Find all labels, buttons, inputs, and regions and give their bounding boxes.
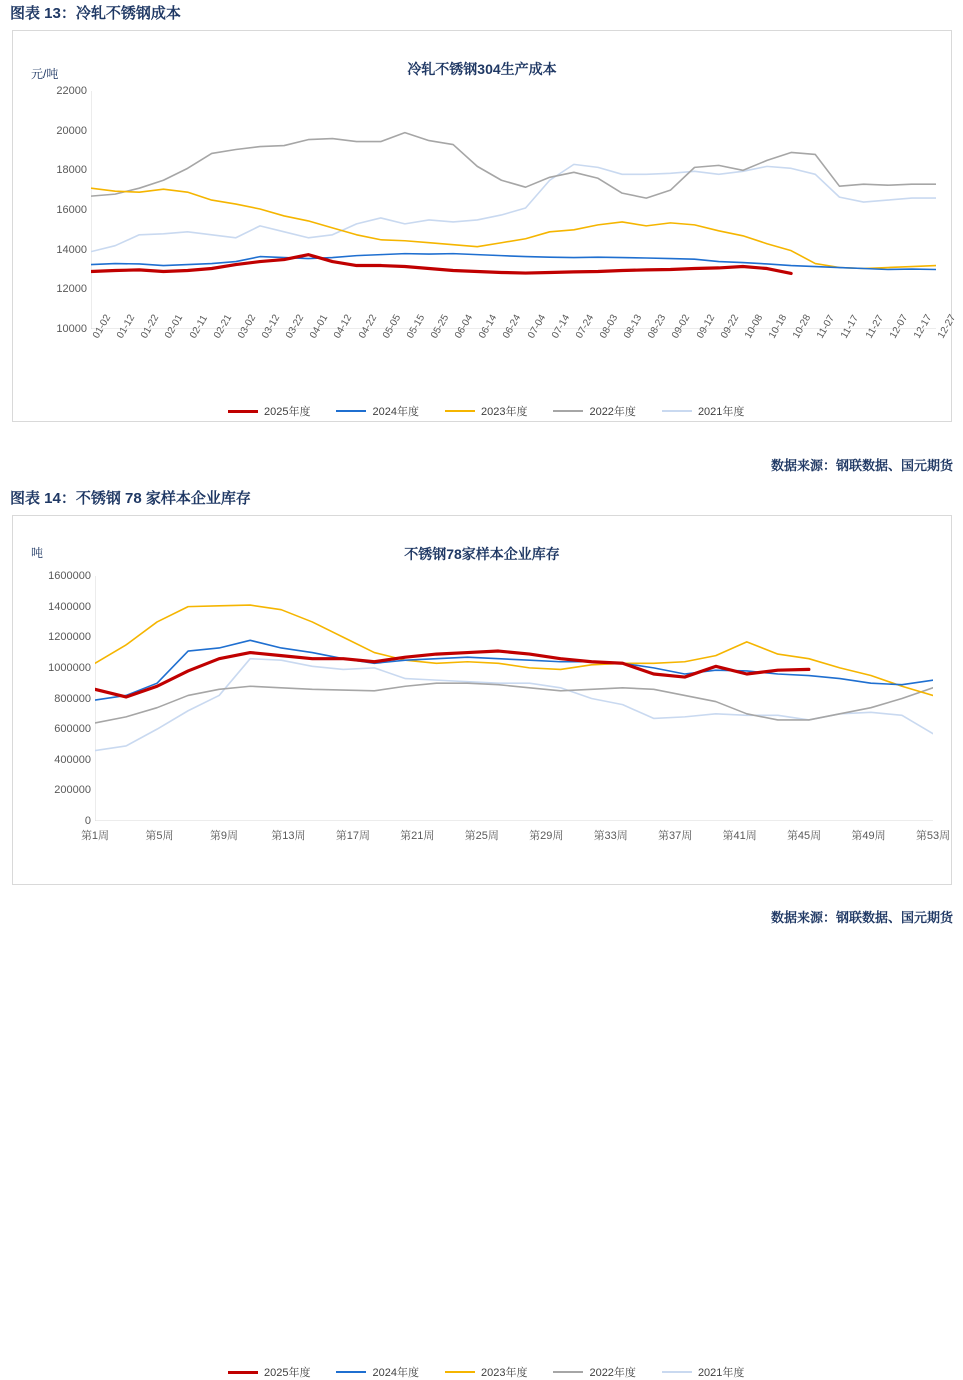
- x-tick: 03-12: [260, 312, 283, 341]
- y-tick: 200000: [54, 784, 91, 797]
- legend-item: [662, 403, 744, 419]
- chart-cold-rolled-cost: [12, 30, 959, 422]
- x-tick: 08-23: [646, 312, 669, 341]
- figure-14-caption: 图表 14：不锈钢 78 家样本企业库存: [10, 490, 251, 507]
- legend-swatch: [445, 410, 475, 412]
- x-tick: 第9周: [209, 830, 238, 842]
- y-tick: 1200000: [48, 631, 91, 644]
- legend-swatch: [662, 410, 692, 412]
- x-tick: 07-14: [549, 312, 573, 341]
- chart13-plot-area: [91, 91, 936, 329]
- x-tick: 02-11: [187, 313, 210, 341]
- legend-item: [336, 1364, 418, 1380]
- y-tick: 10000: [56, 323, 87, 335]
- chart13-y-tick-labels: [25, 85, 87, 335]
- x-tick: 第41周: [722, 830, 757, 842]
- y-tick: 600000: [54, 723, 91, 736]
- x-tick: 12-27: [936, 312, 959, 341]
- chart14-y-unit: 吨: [31, 546, 44, 560]
- x-tick: 第53周: [915, 830, 951, 842]
- x-tick: 04-01: [308, 312, 331, 341]
- x-tick: 11-17: [839, 313, 862, 341]
- x-tick: 09-12: [694, 312, 717, 341]
- legend-label: 2021年度: [697, 1367, 745, 1379]
- y-tick: 400000: [54, 753, 91, 766]
- chart14-plot-area: [95, 576, 933, 821]
- x-tick: 02-21: [211, 312, 235, 341]
- x-tick: 01-12: [115, 312, 138, 341]
- y-tick: 20000: [56, 124, 87, 137]
- legend-label: 2023年度: [480, 1367, 528, 1379]
- legend-swatch: [228, 1371, 258, 1374]
- chart14-title: 不锈钢78家样本企业库存: [404, 546, 560, 562]
- legend-label: 2024年度: [372, 1367, 419, 1379]
- x-tick: 12-17: [911, 312, 935, 341]
- y-tick: 1000000: [48, 661, 91, 674]
- x-tick: 第33周: [593, 830, 628, 842]
- chart13-legend: [228, 403, 744, 419]
- y-tick: 1400000: [48, 600, 91, 613]
- y-tick: 14000: [56, 243, 87, 256]
- x-tick: 第45周: [786, 830, 822, 842]
- x-tick: 01-22: [139, 312, 162, 341]
- y-tick: 12000: [56, 283, 87, 296]
- legend-item: [228, 403, 310, 419]
- chart14-legend: [228, 1364, 744, 1380]
- legend-label: 2021年度: [697, 406, 745, 418]
- legend-swatch: [336, 1371, 366, 1373]
- x-tick: 第29周: [529, 830, 564, 842]
- legend-item: [553, 1364, 635, 1380]
- x-tick: 03-02: [235, 312, 259, 341]
- x-tick: 09-22: [718, 312, 742, 341]
- x-tick: 08-13: [622, 312, 645, 341]
- x-tick: 05-15: [404, 312, 428, 341]
- x-tick: 03-22: [284, 312, 307, 341]
- legend-item: [662, 1364, 744, 1380]
- x-tick: 10-18: [767, 312, 790, 341]
- legend-item: [445, 403, 527, 419]
- x-tick: 12-07: [887, 312, 911, 341]
- x-tick: 第37周: [658, 830, 693, 842]
- x-tick: 05-05: [380, 312, 404, 341]
- y-tick: 22000: [56, 85, 87, 97]
- legend-label: 2025年度: [264, 1367, 311, 1379]
- y-tick: 18000: [56, 164, 87, 177]
- y-tick: 16000: [56, 204, 87, 216]
- y-tick: 0: [84, 815, 91, 827]
- legend-label: 2022年度: [589, 406, 636, 418]
- x-tick: 10-28: [791, 312, 814, 341]
- x-tick: 04-12: [332, 312, 355, 341]
- x-tick: 05-25: [429, 312, 452, 341]
- x-tick: 01-02: [91, 312, 114, 341]
- x-tick: 第17周: [335, 830, 370, 842]
- legend-item: [445, 1364, 527, 1380]
- legend-item: [336, 403, 418, 419]
- x-tick: 11-27: [863, 313, 886, 341]
- legend-swatch: [553, 1371, 583, 1373]
- x-tick: 04-22: [356, 312, 379, 341]
- x-tick: 02-01: [163, 312, 186, 341]
- x-tick: 09-02: [670, 312, 693, 341]
- x-tick: 第1周: [80, 830, 110, 842]
- legend-swatch: [445, 1371, 475, 1373]
- legend-item: [553, 403, 635, 419]
- legend-swatch: [336, 410, 366, 412]
- legend-swatch: [553, 410, 583, 412]
- x-tick: 07-04: [525, 312, 548, 341]
- x-tick: 06-04: [453, 312, 476, 341]
- x-tick: 06-14: [477, 312, 500, 341]
- x-tick: 11-07: [815, 313, 838, 341]
- x-tick: 第21周: [400, 830, 435, 842]
- x-tick: 07-24: [573, 312, 597, 341]
- legend-label: 2023年度: [480, 406, 528, 418]
- legend-swatch: [228, 410, 258, 413]
- legend-label: 2022年度: [589, 1367, 636, 1379]
- figure-14-source: 数据来源：钢联数据、国元期货: [770, 910, 953, 925]
- legend-label: 2024年度: [372, 406, 419, 418]
- chart13-title: 冷轧不锈钢304生产成本: [407, 61, 557, 77]
- x-tick: 第49周: [851, 830, 886, 842]
- y-tick: 800000: [54, 692, 91, 705]
- figure-13-source: 数据来源：钢联数据、国元期货: [770, 458, 953, 473]
- x-tick: 08-03: [598, 312, 621, 341]
- x-tick: 10-08: [742, 312, 766, 341]
- legend-label: 2025年度: [264, 406, 311, 418]
- x-tick: 第13周: [271, 830, 306, 842]
- x-tick: 第25周: [464, 830, 499, 842]
- chart13-y-unit: 元/吨: [31, 67, 59, 81]
- y-tick: 1600000: [48, 570, 91, 582]
- legend-item: [228, 1364, 310, 1380]
- x-tick: 06-24: [501, 312, 524, 341]
- figure-13-caption: 图表 13：冷轧不锈钢成本: [10, 5, 181, 22]
- chart14-y-tick-labels: [29, 570, 91, 827]
- x-tick: 第5周: [145, 830, 174, 842]
- legend-swatch: [662, 1371, 692, 1373]
